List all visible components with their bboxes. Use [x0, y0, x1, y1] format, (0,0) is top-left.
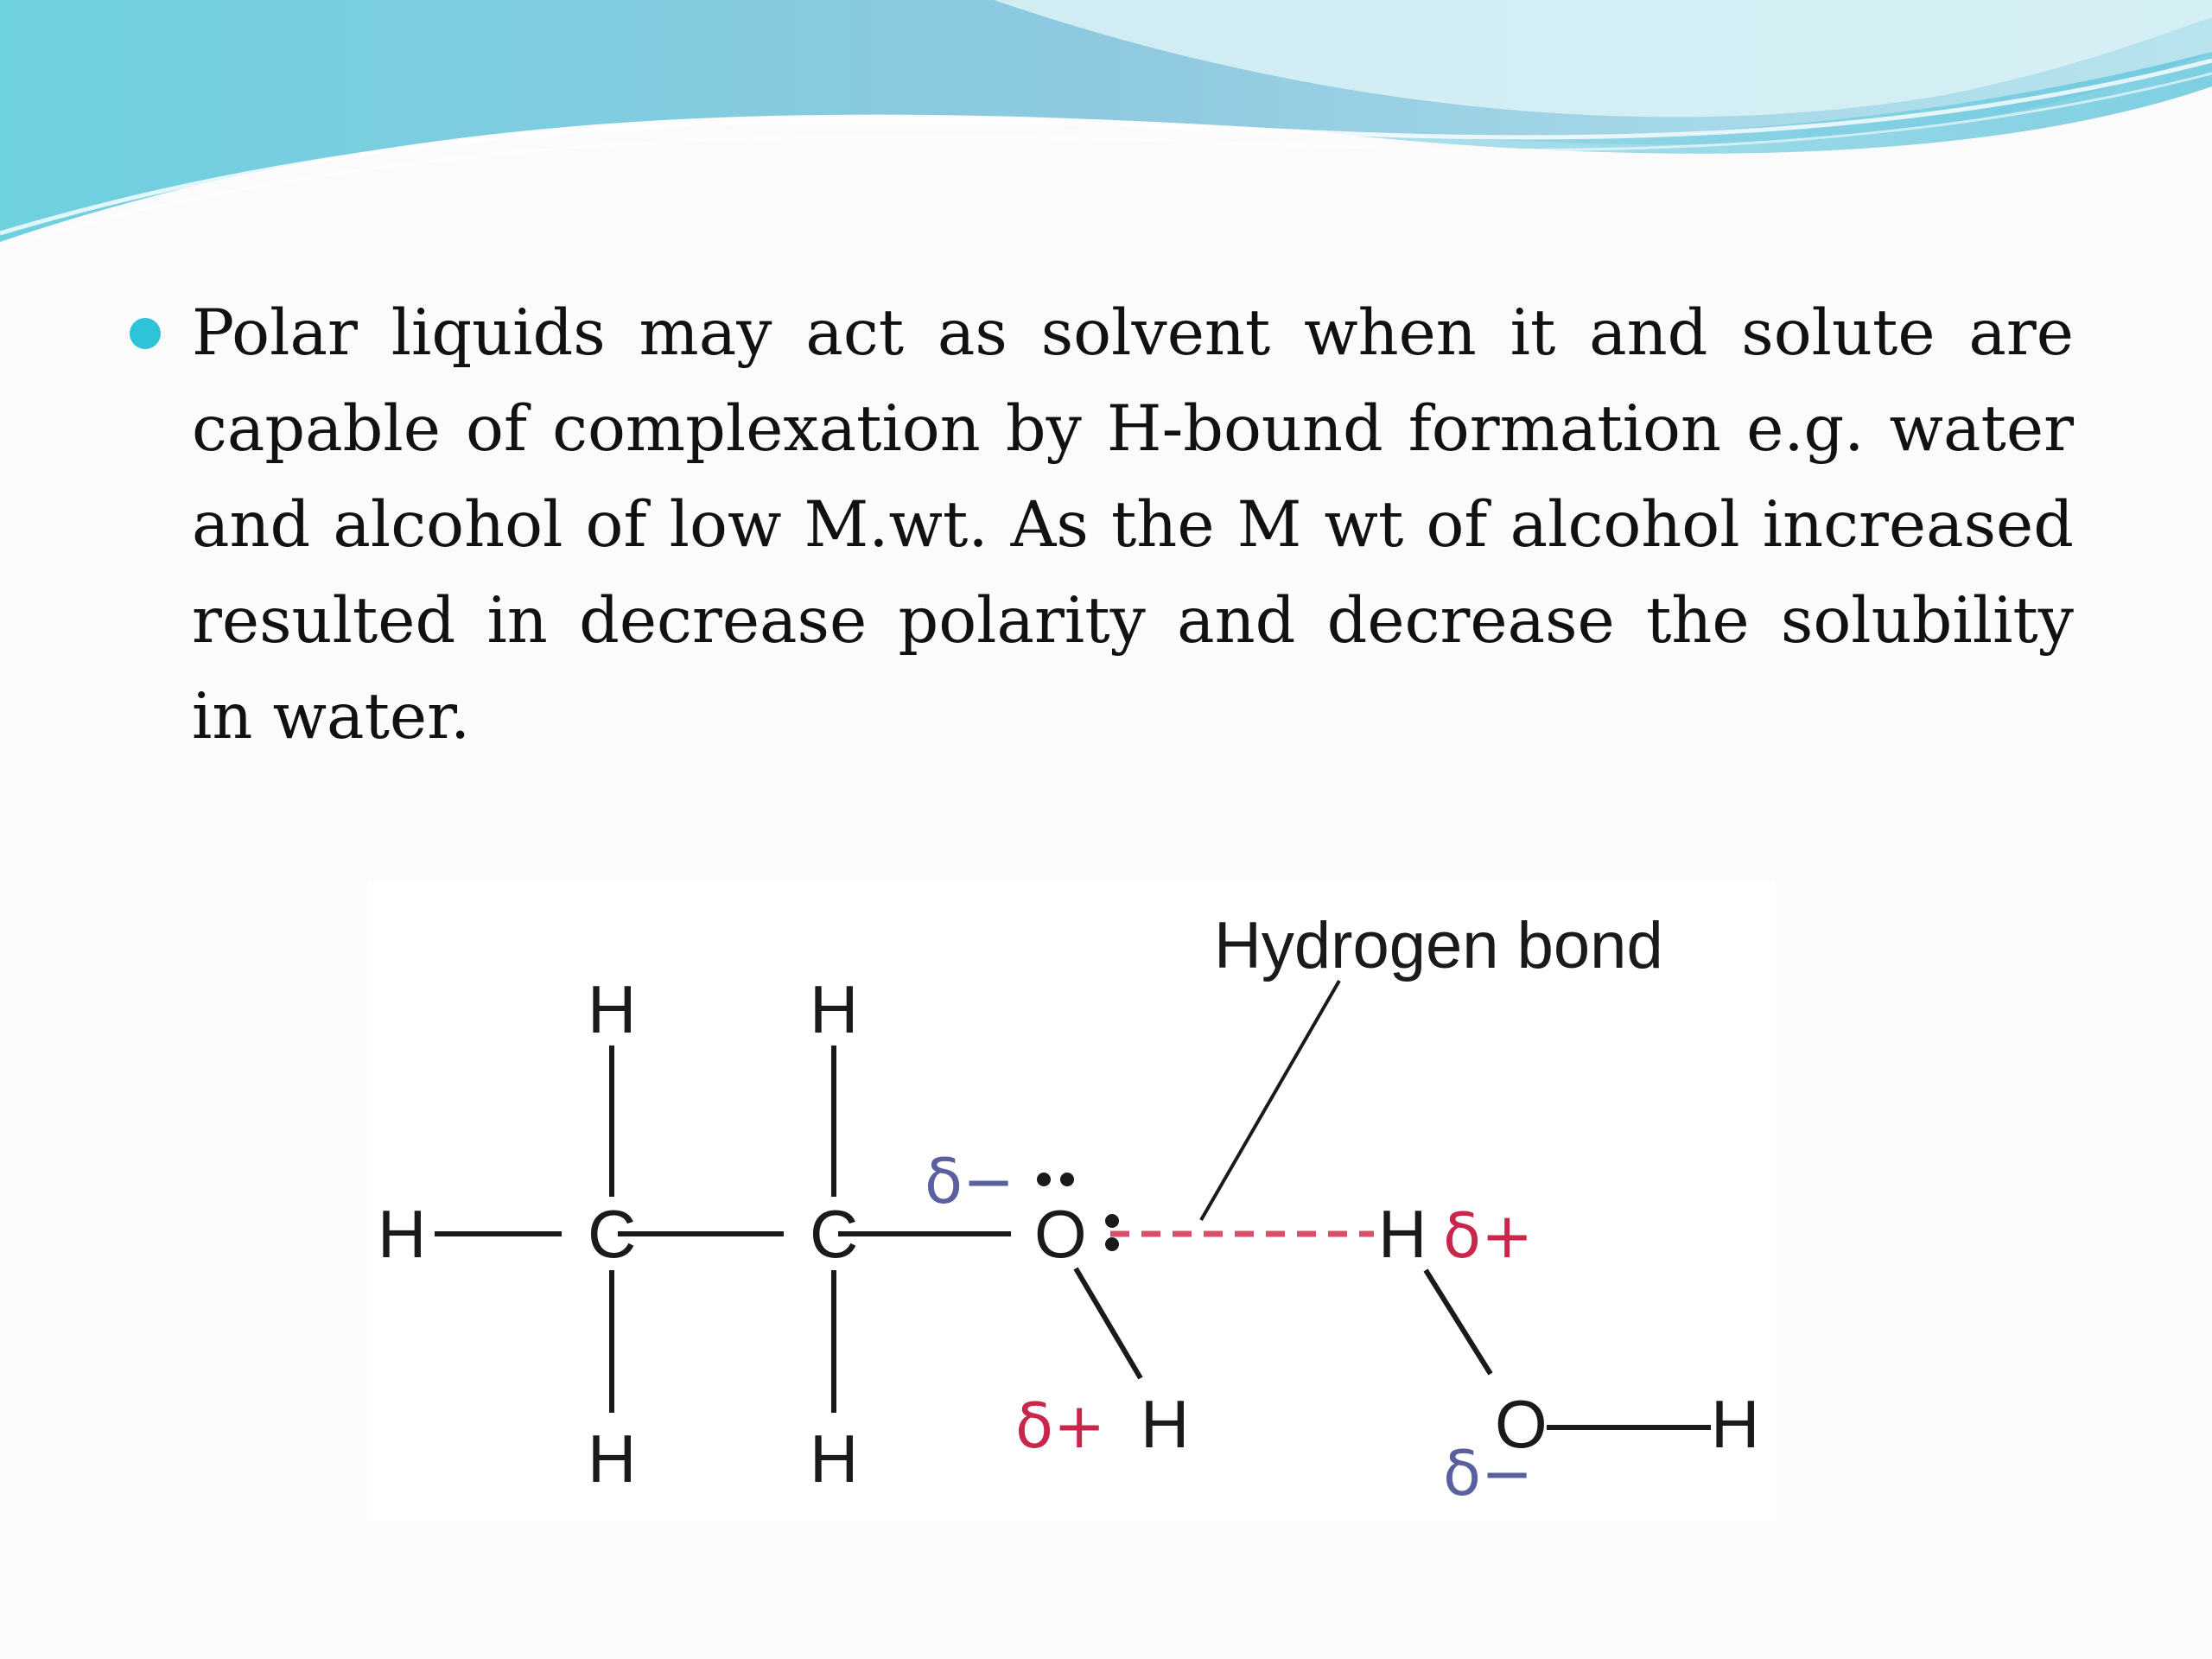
atom-h-left: H: [378, 1196, 427, 1272]
charge-ethanol-hydrogen: δ+: [1015, 1389, 1106, 1462]
charge-water-hydrogen: δ+: [1443, 1199, 1534, 1272]
header-wave-decoration: [0, 0, 2212, 259]
bullet-item: [130, 285, 2074, 765]
charge-ethanol-oxygen: δ−: [925, 1145, 1015, 1217]
atom-c2: C: [810, 1196, 859, 1272]
hydrogen-bond-diagram: [367, 881, 1776, 1521]
atom-c1: C: [588, 1196, 637, 1272]
atom-h-hydroxyl: H: [1141, 1386, 1190, 1462]
diagram-svg: [367, 881, 1776, 1521]
hydrogen-bond-label: Hydrogen bond: [1214, 909, 1663, 982]
charge-water-oxygen: δ−: [1443, 1437, 1534, 1510]
atom-o-water: O: [1495, 1386, 1548, 1462]
bullet-text: Polar liquids may act as solvent when it and solute are capable of complexation by H-bound formation e.g. water and alcohol of low M.wt. As the M wt of alcohol increased resulted in decrease polarity and decrease the solubility in water.: [192, 296, 2074, 753]
atom-h-c1-bottom: H: [588, 1421, 637, 1497]
atom-h-water-right: H: [1711, 1386, 1760, 1462]
atom-h-water-top: H: [1378, 1196, 1427, 1272]
atom-h-c2-bottom: H: [810, 1421, 859, 1497]
atom-o-ethanol: O: [1034, 1196, 1087, 1272]
atom-h-c1-top: H: [588, 971, 637, 1047]
bullet-dot-icon: [130, 318, 161, 349]
atom-h-c2-top: H: [810, 971, 859, 1047]
